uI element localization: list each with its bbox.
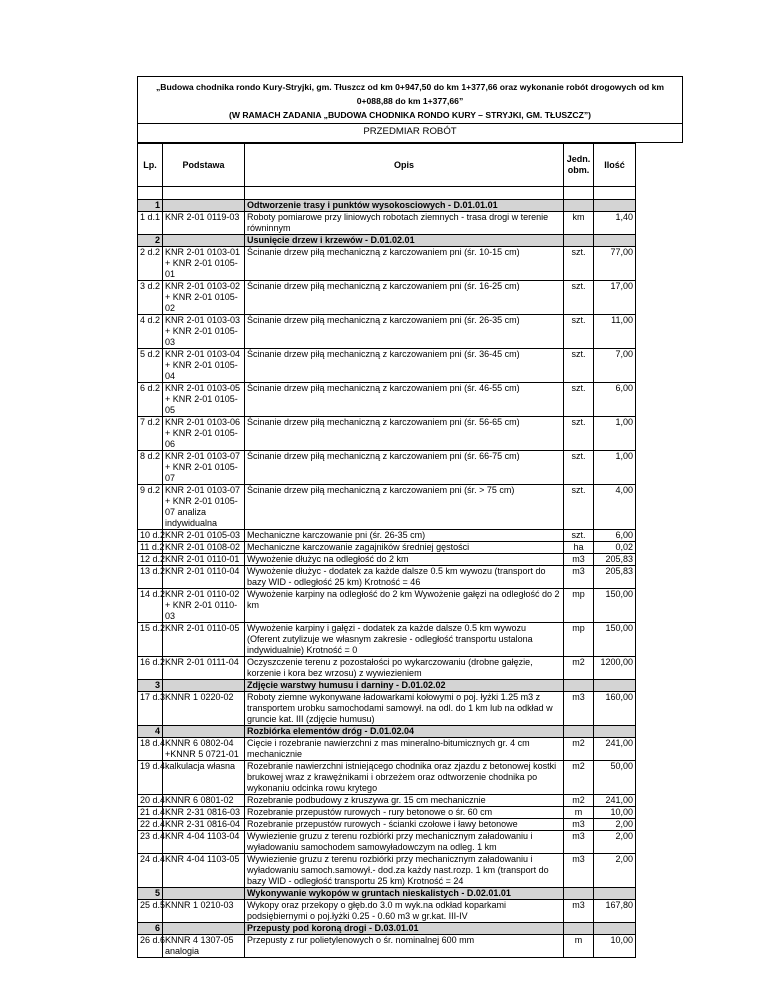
cell-opis: Ścinanie drzew piłą mechaniczną z karczowaniem pni (śr. > 75 cm) — [245, 485, 564, 530]
cell-lp: 26 d.6 — [138, 935, 163, 958]
cell-lp: 1 — [138, 200, 163, 212]
cell-opis: Rozebranie podbudowy z kruszywa gr. 15 cm mechanicznie — [245, 795, 564, 807]
cell-ilosc: 11,00 — [594, 315, 636, 349]
cell-jedn — [564, 726, 594, 738]
table-row — [138, 692, 683, 726]
cell-podstawa: KNR 2-01 0103-05 + KNR 2-01 0105-05 — [163, 383, 245, 417]
table-row — [138, 212, 683, 235]
cell-podstawa: KNR 2-01 0108-02 — [163, 542, 245, 554]
cell-jedn: ha — [564, 542, 594, 554]
cell-lp: 10 d.2 — [138, 530, 163, 542]
cell-lp: 6 — [138, 923, 163, 935]
cell-opis: Wywożenie dłużyc - dodatek za każde dalsze 0.5 km wywozu (transport do bazy WID - odległość 25 km) Krotność = 46 — [245, 566, 564, 589]
section-row — [138, 680, 683, 692]
cell-ilosc — [594, 235, 636, 247]
table-row — [138, 349, 683, 383]
cell-jedn: szt. — [564, 485, 594, 530]
cell-jedn: szt. — [564, 315, 594, 349]
cell-podstawa: KNNR 6 0802-04 +KNNR 5 0721-01 — [163, 738, 245, 761]
cell-lp: 7 d.2 — [138, 417, 163, 451]
cell-ilosc: 1,40 — [594, 212, 636, 235]
cell-opis: Oczyszczenie terenu z pozostałości po wykarczowaniu (drobne gałęzie, korzenie i kora bez wrzosu) z wywiezieniem — [245, 657, 564, 680]
cell-lp: 1 d.1 — [138, 212, 163, 235]
cell-jedn: m2 — [564, 795, 594, 807]
cell-ilosc: 2,00 — [594, 819, 636, 831]
table-row — [138, 566, 683, 589]
cell-lp: 22 d.4 — [138, 819, 163, 831]
document-sheet — [137, 76, 683, 958]
cell-jedn: szt. — [564, 281, 594, 315]
cell-jedn: szt. — [564, 247, 594, 281]
table-row — [138, 247, 683, 281]
cell-opis: Wywożenie karpiny i gałęzi - dodatek za każde dalsze 0.5 km wywozu (Oferent zutylizuje we własnym zakresie - odległość transportu ustalona indywidualnie) Krotność = 0 — [245, 623, 564, 657]
header-jedn: Jedn. obm. — [564, 144, 594, 187]
cell-ilosc — [594, 726, 636, 738]
cell-lp: 15 d.2 — [138, 623, 163, 657]
table-row — [138, 530, 683, 542]
cell-ilosc: 205,83 — [594, 554, 636, 566]
cell-lp: 18 d.4 — [138, 738, 163, 761]
cell-opis: Ścinanie drzew piłą mechaniczną z karczowaniem pni (śr. 56-65 cm) — [245, 417, 564, 451]
cell-opis: Ścinanie drzew piłą mechaniczną z karczowaniem pni (śr. 10-15 cm) — [245, 247, 564, 281]
cell-jedn: km — [564, 212, 594, 235]
cell-lp: 5 d.2 — [138, 349, 163, 383]
cell-jedn: m — [564, 807, 594, 819]
title-line-3: (W RAMACH ZADANIA „BUDOWA CHODNIKA RONDO KURY – STRYJKI, GM. TŁUSZCZ”) — [228, 110, 592, 120]
cell-podstawa: KNR 2-01 0103-04 + KNR 2-01 0105-04 — [163, 349, 245, 383]
table-row — [138, 589, 683, 623]
przedmiar-table — [137, 143, 683, 958]
cell-jedn — [564, 235, 594, 247]
cell-lp: 20 d.4 — [138, 795, 163, 807]
cell-opis: Wywożenie karpiny na odległość do 2 km Wywożenie gałęzi na odległość do 2 km — [245, 589, 564, 623]
section-row — [138, 235, 683, 247]
cell-opis: Rozebranie przepustów rurowych - ścianki czołowe i ławy betonowe — [245, 819, 564, 831]
cell-lp: 17 d.3 — [138, 692, 163, 726]
cell-podstawa: kalkulacja własna — [163, 761, 245, 795]
header-podstawa: Podstawa — [163, 144, 245, 187]
cell-jedn: mp — [564, 623, 594, 657]
cell-podstawa: KNNR 1 0220-02 — [163, 692, 245, 726]
cell-podstawa: KNR 2-01 0110-05 — [163, 623, 245, 657]
cell-podstawa: KNR 2-01 0103-07 + KNR 2-01 0105-07 — [163, 451, 245, 485]
cell-podstawa: KNR 2-01 0119-03 — [163, 212, 245, 235]
table-row — [138, 807, 683, 819]
cell-opis: Rozbiórka elementów dróg - D.01.02.04 — [245, 726, 564, 738]
cell-podstawa: KNR 2-01 0103-03 + KNR 2-01 0105-03 — [163, 315, 245, 349]
section-row — [138, 888, 683, 900]
cell-ilosc: 1,00 — [594, 417, 636, 451]
cell-lp: 3 d.2 — [138, 281, 163, 315]
cell-lp: 12 d.2 — [138, 554, 163, 566]
table-row — [138, 831, 683, 854]
table-row — [138, 795, 683, 807]
title-line-1: „Budowa chodnika rondo Kury-Stryjki, gm. Tłuszcz od km 0+947,50 do km 1+377,66 oraz wykonanie robót drogowych od km — [155, 82, 665, 92]
table-row — [138, 657, 683, 680]
table-row — [138, 935, 683, 958]
table-row — [138, 554, 683, 566]
cell-ilosc: 205,83 — [594, 566, 636, 589]
cell-opis: Odtworzenie trasy i punktów wysokosciowych - D.01.01.01 — [245, 200, 564, 212]
cell-podstawa — [163, 680, 245, 692]
cell-lp: 13 d.2 — [138, 566, 163, 589]
cell-podstawa: KNR 2-01 0103-01 + KNR 2-01 0105-01 — [163, 247, 245, 281]
cell-ilosc: 150,00 — [594, 623, 636, 657]
cell-ilosc — [594, 680, 636, 692]
cell-opis: Roboty pomiarowe przy liniowych robotach ziemnych - trasa drogi w terenie równinnym — [245, 212, 564, 235]
cell-jedn: szt. — [564, 383, 594, 417]
cell-podstawa — [163, 235, 245, 247]
cell-ilosc: 4,00 — [594, 485, 636, 530]
spacer-row — [138, 187, 683, 200]
table-row — [138, 623, 683, 657]
cell-jedn — [564, 680, 594, 692]
cell-lp: 2 — [138, 235, 163, 247]
cell-opis: Przepusty pod koroną drogi - D.03.01.01 — [245, 923, 564, 935]
cell-ilosc: 10,00 — [594, 807, 636, 819]
cell-ilosc: 241,00 — [594, 738, 636, 761]
cell-podstawa: KNR 2-01 0103-06 + KNR 2-01 0105-06 — [163, 417, 245, 451]
cell-opis: Cięcie i rozebranie nawierzchni z mas mineralno-bitumicznych gr. 4 cm mechanicznie — [245, 738, 564, 761]
cell-ilosc: 241,00 — [594, 795, 636, 807]
header-ilosc: Ilość — [594, 144, 636, 187]
cell-opis: Ścinanie drzew piłą mechaniczną z karczowaniem pni (śr. 36-45 cm) — [245, 349, 564, 383]
cell-opis: Ścinanie drzew piłą mechaniczną z karczowaniem pni (śr. 16-25 cm) — [245, 281, 564, 315]
table-row — [138, 451, 683, 485]
document-title — [137, 76, 683, 123]
cell-jedn: m — [564, 935, 594, 958]
cell-ilosc: 2,00 — [594, 854, 636, 888]
cell-jedn: szt. — [564, 530, 594, 542]
cell-opis: Zdjęcie warstwy humusu i darniny - D.01.02.02 — [245, 680, 564, 692]
cell-podstawa: KNR 2-01 0110-01 — [163, 554, 245, 566]
cell-podstawa: KNNR 1 0210-03 — [163, 900, 245, 923]
cell-opis: Ścinanie drzew piłą mechaniczną z karczowaniem pni (śr. 66-75 cm) — [245, 451, 564, 485]
cell-lp: 14 d.2 — [138, 589, 163, 623]
table-row — [138, 819, 683, 831]
cell-opis: Ścinanie drzew piłą mechaniczną z karczowaniem pni (śr. 26-35 cm) — [245, 315, 564, 349]
cell-opis: Mechaniczne karczowanie pni (śr. 26-35 cm) — [245, 530, 564, 542]
cell-lp: 25 d.5 — [138, 900, 163, 923]
cell-ilosc: 0,02 — [594, 542, 636, 554]
cell-podstawa: KNR 2-01 0103-02 + KNR 2-01 0105-02 — [163, 281, 245, 315]
cell-ilosc — [594, 888, 636, 900]
table-row — [138, 854, 683, 888]
cell-ilosc: 1200,00 — [594, 657, 636, 680]
cell-podstawa: KNR 2-01 0105-03 — [163, 530, 245, 542]
cell-ilosc: 1,00 — [594, 451, 636, 485]
cell-podstawa: KNR 2-31 0816-04 — [163, 819, 245, 831]
cell-podstawa: KNR 2-01 0111-04 — [163, 657, 245, 680]
section-row — [138, 923, 683, 935]
table-row — [138, 761, 683, 795]
cell-opis: Ścinanie drzew piłą mechaniczną z karczowaniem pni (śr. 46-55 cm) — [245, 383, 564, 417]
cell-podstawa: KNR 2-31 0816-03 — [163, 807, 245, 819]
header-opis: Opis — [245, 144, 564, 187]
cell-opis: Wywiezienie gruzu z terenu rozbiórki przy mechanicznym załadowaniu i wyładowaniu samoch.samowył.- dod.za każdy nast.rozp. 1 km (transport do bazy WID - odległość transportu 25 km) Krotność = 24 — [245, 854, 564, 888]
cell-lp: 11 d.2 — [138, 542, 163, 554]
cell-ilosc: 6,00 — [594, 530, 636, 542]
cell-jedn: szt. — [564, 451, 594, 485]
cell-jedn: m3 — [564, 566, 594, 589]
cell-lp: 5 — [138, 888, 163, 900]
cell-jedn: m3 — [564, 692, 594, 726]
table-row — [138, 417, 683, 451]
table-row — [138, 738, 683, 761]
cell-ilosc: 77,00 — [594, 247, 636, 281]
cell-ilosc: 6,00 — [594, 383, 636, 417]
cell-jedn: m3 — [564, 854, 594, 888]
cell-lp: 16 d.2 — [138, 657, 163, 680]
cell-jedn: mp — [564, 589, 594, 623]
section-row — [138, 726, 683, 738]
cell-ilosc: 160,00 — [594, 692, 636, 726]
cell-podstawa — [163, 923, 245, 935]
table-row — [138, 383, 683, 417]
cell-ilosc: 7,00 — [594, 349, 636, 383]
cell-opis: Przepusty z rur polietylenowych o śr. nominalnej 600 mm — [245, 935, 564, 958]
cell-opis: Wykonywanie wykopów w gruntach nieskalistych - D.02.01.01 — [245, 888, 564, 900]
table-header-row — [138, 144, 683, 187]
cell-ilosc: 50,00 — [594, 761, 636, 795]
cell-lp: 3 — [138, 680, 163, 692]
table-row — [138, 542, 683, 554]
cell-podstawa: KNR 2-01 0103-07 + KNR 2-01 0105-07 analiza indywidualna — [163, 485, 245, 530]
cell-ilosc: 2,00 — [594, 831, 636, 854]
cell-opis: Usunięcie drzew i krzewów - D.01.02.01 — [245, 235, 564, 247]
cell-ilosc: 150,00 — [594, 589, 636, 623]
section-row — [138, 200, 683, 212]
cell-lp: 19 d.4 — [138, 761, 163, 795]
cell-opis: Wywiezienie gruzu z terenu rozbiórki przy mechanicznym załadowaniu i wyładowaniu samochodem samowyładowczym na odleg. 1 km — [245, 831, 564, 854]
cell-ilosc — [594, 923, 636, 935]
cell-podstawa: KNR 4-04 1103-04 — [163, 831, 245, 854]
cell-lp: 2 d.2 — [138, 247, 163, 281]
cell-jedn: m3 — [564, 554, 594, 566]
cell-lp: 4 — [138, 726, 163, 738]
cell-jedn — [564, 200, 594, 212]
title-line-2: 0+088,88 do km 1+377,66” — [356, 96, 464, 106]
header-lp: Lp. — [138, 144, 163, 187]
cell-lp: 6 d.2 — [138, 383, 163, 417]
table-row — [138, 315, 683, 349]
cell-podstawa: KNNR 4 1307-05 analogia — [163, 935, 245, 958]
cell-lp: 21 d.4 — [138, 807, 163, 819]
cell-ilosc — [594, 200, 636, 212]
cell-lp: 8 d.2 — [138, 451, 163, 485]
cell-podstawa: KNNR 6 0801-02 — [163, 795, 245, 807]
cell-opis: Rozebranie nawierzchni istniejącego chodnika oraz zjazdu z betonowej kostki brukowej wraz z krawężnikami i obrzeżem oraz odtworzenie chodnika po wykonaniu odcinka rowu krytego — [245, 761, 564, 795]
cell-lp: 9 d.2 — [138, 485, 163, 530]
cell-podstawa: KNR 4-04 1103-05 — [163, 854, 245, 888]
cell-lp: 24 d.4 — [138, 854, 163, 888]
cell-lp: 23 d.4 — [138, 831, 163, 854]
cell-opis: Rozebranie przepustów rurowych - rury betonowe o śr. 60 cm — [245, 807, 564, 819]
cell-jedn: m2 — [564, 738, 594, 761]
cell-opis: Wywożenie dłużyc na odległość do 2 km — [245, 554, 564, 566]
document-subtitle: PRZEDMIAR ROBÓT — [137, 123, 683, 143]
table-row — [138, 281, 683, 315]
cell-ilosc: 17,00 — [594, 281, 636, 315]
cell-jedn: szt. — [564, 349, 594, 383]
cell-opis: Mechaniczne karczowanie zagajników średniej gęstości — [245, 542, 564, 554]
cell-podstawa — [163, 726, 245, 738]
cell-podstawa — [163, 200, 245, 212]
cell-podstawa: KNR 2-01 0110-02 + KNR 2-01 0110-03 — [163, 589, 245, 623]
table-row — [138, 900, 683, 923]
table-row — [138, 485, 683, 530]
cell-jedn: m2 — [564, 761, 594, 795]
cell-podstawa: KNR 2-01 0110-04 — [163, 566, 245, 589]
cell-podstawa — [163, 888, 245, 900]
cell-opis: Roboty ziemne wykonywane ładowarkami kołowymi o poj. łyżki 1.25 m3 z transportem urobku samochodami samowył. na odl. do 1 km lub na odkład w gruncie kat. III (zdjęcie humusu) — [245, 692, 564, 726]
cell-jedn: m3 — [564, 900, 594, 923]
cell-opis: Wykopy oraz przekopy o głęb.do 3.0 m wyk.na odkład koparkami podsiębiernymi o poj.łyżki 0.25 - 0.60 m3 w gr.kat. III-IV — [245, 900, 564, 923]
cell-jedn: m2 — [564, 657, 594, 680]
cell-jedn — [564, 888, 594, 900]
cell-lp: 4 d.2 — [138, 315, 163, 349]
cell-jedn: m3 — [564, 831, 594, 854]
cell-jedn — [564, 923, 594, 935]
cell-jedn: szt. — [564, 417, 594, 451]
cell-ilosc: 167,80 — [594, 900, 636, 923]
cell-ilosc: 10,00 — [594, 935, 636, 958]
cell-jedn: m3 — [564, 819, 594, 831]
